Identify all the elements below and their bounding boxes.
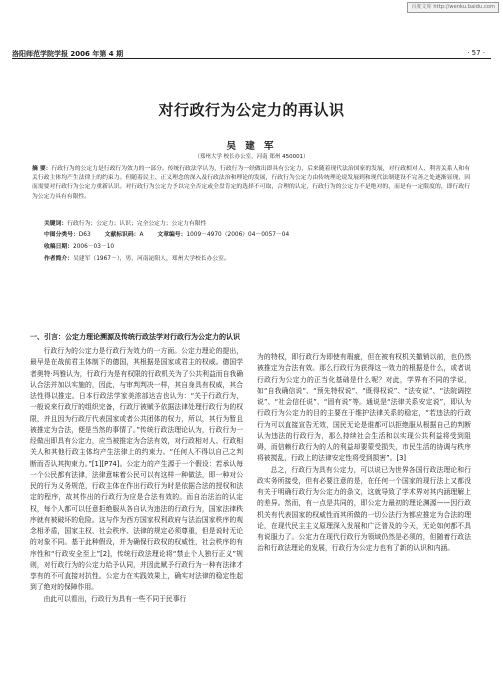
received-label: 收稿日期： <box>44 244 73 250</box>
right-column <box>257 352 471 555</box>
doc-code-label: 文献标识码： <box>104 232 140 238</box>
article-no-value: 1009－4970（2006）04－0057－04 <box>186 232 290 238</box>
left-column <box>30 332 243 605</box>
keywords-label: 关键词： <box>44 221 68 227</box>
page-number: · 57 · <box>467 49 485 57</box>
author-bio-line <box>44 255 230 264</box>
doc-code-value: A <box>139 232 144 238</box>
received-line <box>44 243 114 252</box>
abstract-text: 行政行为的公定力是行政行为效力的一部分。传统行政法学认为，行政行为一经做出即具有公定力，后来随着现代法治国家的发展，对行政相对人、利害关系人和有关行政主体均产生法律上的约束力。但随着民主、正义理念的深入及行政法治和理论的发展，行政行为公定力由传统理论说发展到和现代法制建设不完善之处逐渐显现，因而需要对行政行为公定力重新认识。对行政行为公定力予以完全否定或全盘肯定的选择不可取，合理的认定，行政行为的公定力不是绝对的，而是有一定限度的，即行政行为公定力具有有限性。 <box>32 166 470 200</box>
body-paragraph: 行政行为的公定力是行政行为效力的一方面。公定力理论的提出，最早是在战前君主体制下的德国，其根据是国家或君主的权威。德国学者奥特·玛雅认为，行政行为是有权限的行政机关为了公共利益而自我确认合法并加以实施的，因此，与审判判决一样，其自身具有权威，其合法性得以推定。日本行政法学家美浓部达吉也认为：“关于行政行为，一般说来行政厅的组织完备，行政厅被赋予依据法律处理行政行为的权限，并且因为行政厅代表国家或者公共团体的权力，所以，其行为暂且被推定为合法，便是当然的事情了。”传统行政法理论认为，行政行为一经做出即具有公定力，应当被推定为合法有效，对行政相对人、行政相关人和其他行政主体均产生法律上的约束力。“任何人不得以自己之判断而否认其拘束力。”[1][P74]。公定力的产生源于一个假设：若承认每一个公民都有法律，法律意味着公民可以有这样一种做法，即一种对公民的行为义务规范，行政主体在作出行政行为时是依据合法的授权和法定的程序，故其作出的行政行为应是合法有效的。而自治法治的认定权，每个人都可以任意拒绝服从各自认为违法的行政行为，国家法律秩序就有被破坏的危险。这与作为西方国家权利政府与法治国家秩序的观念相矛盾，国家主权、社会秩序、法律的规定必须尊重，但是说时无论的对象不同。基于此种假设，并为确保行政权的权威性，社会秩序的有序性和“行政安全至上”[2]，传统行政法理论将“禁止个人独行正义”规则，对行政行为的公定力给予认同，并因此赋予行政行为一种有法律才享有的不可直接对抗性。公定力在实践效果上，确实对法律的稳定性起到了绝对的保障作用。 <box>30 347 243 592</box>
author-bio-label: 作者简介： <box>44 256 73 262</box>
keywords-line <box>44 220 206 229</box>
received-date: 2006－03－10 <box>73 244 115 250</box>
watermark-badge: 百度文库 http://wenku.baidu.com <box>407 2 499 13</box>
abstract-label: 摘 要： <box>32 166 52 172</box>
body-paragraph: 总之，行政行为具有公定力，可以说已为世界各国行政法理论和行政实务所接受，但有必要注意的是，在任何一个国家的现行法上又都没有关于明确行政行为公定力的条文，这就导致了学术界对其内涵理解上的差异。然而，有一点是共同的，即公定力最初的理论渊源——因行政机关有代表国家的权威性而其所做的一切公法行为都应推定为合法的理论，在现代民主主义原理深入发展和广泛普及的今天，无论如何都不具有说服力了。公定力在现代行政行为领域仍然是必须的，但随着行政法治和行政法理论的发展，行政行为公定力也有了新的认识和内涵。 <box>257 465 471 553</box>
author-bio-text: 吴建军（1967－），男，河南泌阳人，郑州大学校长办公室。 <box>73 256 230 262</box>
body-paragraph: 由此可以看出，行政行为具有一些不同于民事行 <box>43 594 187 603</box>
section-heading: 一、引言：公定力理论溯源及传统行政法学对行政行为公定力的认识 <box>30 333 240 341</box>
article-title: 对行政行为公定力的再认识 <box>158 101 345 119</box>
article-no-label: 文章编号： <box>157 232 187 238</box>
author-affiliation: （郑州大学 校长办公室，河南 郑州 450001） <box>194 154 309 160</box>
author-name: 吴 建 军 <box>226 141 277 152</box>
keywords-text: 行政行为；公定力；认识；完全公定力；公定力有限性 <box>67 221 207 227</box>
abstract <box>32 165 470 202</box>
clc-value: D63 <box>78 232 91 238</box>
body-paragraph: 为的特权，即行政行为即使有瑕疵，但在被有权机关撤销以前，也仍然被推定为合法有效。那么行政行为获得这一效力的根据是什么，或者说行政行为公定力的正当化基础是什么呢？对此，学界有不同的学说，如“自我确信说”、“预先特权说”、“既得权说”、“法安说”、“法院调控说”、“社会信任说”、“固有说”等。通说是“法律关系安定说”，即认为行政行为公定力的目的主要在于维护法律关系的稳定，“若违法的行政行为可以直接宣告无效，国民无论是谁都可以拒绝服从根据自己的判断认为违法的行政行为，那么持续社会生活和以实现公共利益将受到阻碍，而信赖行政行为的人的利益却要蒙受损失，市民生活的协调与秩序将被搅乱，行政上的法律安定性将受到损害”。[3] <box>257 353 471 463</box>
clc-label: 中图分类号： <box>44 232 79 238</box>
journal-header: 洛阳师范学院学报 2006 年第 4 期 <box>12 50 124 58</box>
header-rule <box>12 58 491 59</box>
classification-line <box>44 231 289 240</box>
